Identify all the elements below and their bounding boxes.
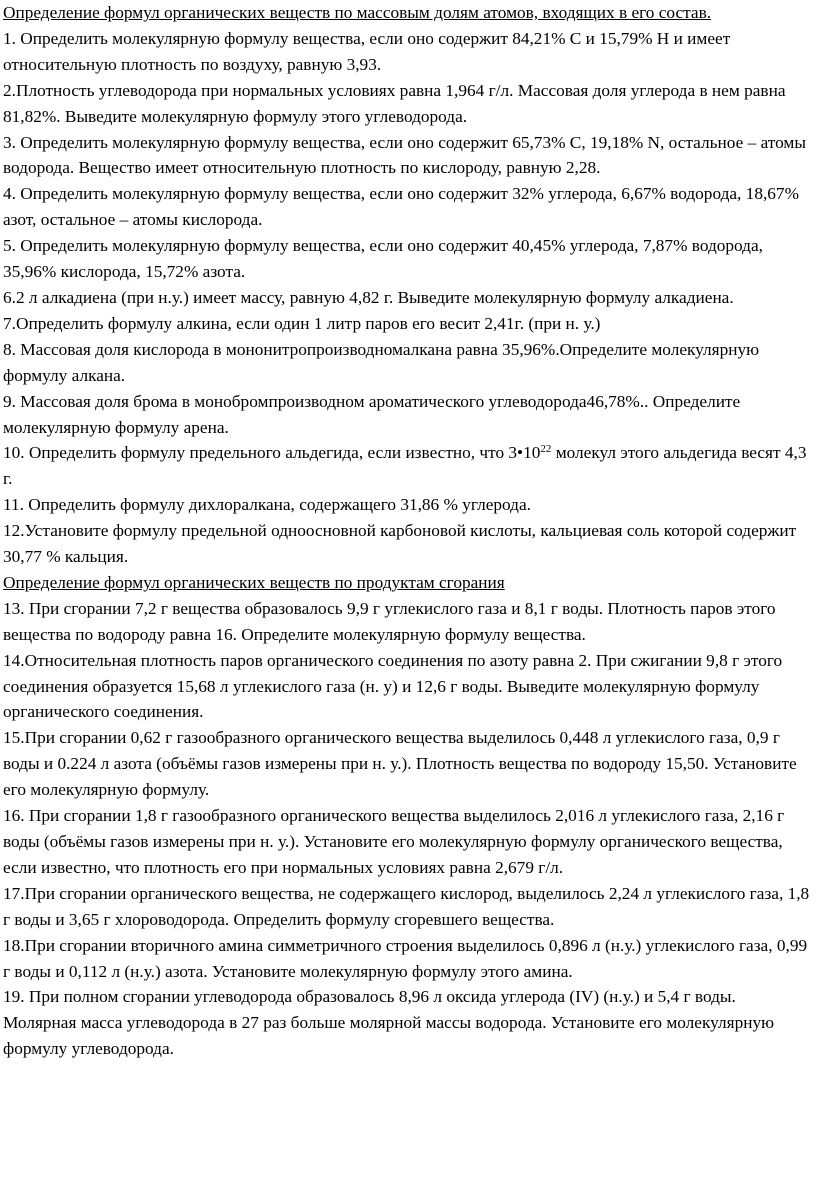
task-10-text-after: молекул этого альдегида весят 4,3 г. bbox=[3, 443, 807, 489]
task-18: 18.При сгорании вторичного амина симметричного строения выделилось 0,896 л (н.у.) углекислого газа, 0,99 г воды и 0,112 л (н.у.) азота. Установите молекулярную формулу этого амина. bbox=[3, 935, 808, 981]
task-10-exponent: 22 bbox=[540, 443, 552, 456]
task-12: 12.Установите формулу предельной одноосновной карбоновой кислоты, кальциевая соль которой содержит 30,77 % кальция. bbox=[3, 521, 797, 567]
section-heading-mass-fractions: Определение формул органических веществ по массовым долям атомов, входящих в его состав. bbox=[3, 3, 712, 22]
task-4: 4. Определить молекулярную формулу вещества, если оно содержит 32% углерода, 6,67% водорода, 18,67% азот, остальное – атомы кислорода. bbox=[3, 184, 799, 230]
task-14: 14.Относительная плотность паров органического соединения по азоту равна 2. При сжигании 9,8 г этого соединения образуется 15,68 л углекислого газа (н. у) и 12,6 г воды. Выведите молекулярную формулу органического соединения. bbox=[3, 650, 783, 722]
task-7: 7.Определить формулу алкина, если один 1 литр паров его весит 2,41г. (при н. у.) bbox=[3, 313, 601, 333]
task-9: 9. Массовая доля брома в монобромпроизводном ароматического углеводорода46,78%.. Определите молекулярную формулу арена. bbox=[3, 391, 741, 437]
task-1: 1. Определить молекулярную формулу вещества, если оно содержит 84,21% С и 15,79% Н и имеет относительную плотность по воздуху, равную 3,93. bbox=[3, 28, 731, 74]
task-3: 3. Определить молекулярную формулу вещества, если оно содержит 65,73% С, 19,18% N, остальное – атомы водорода. Вещество имеет относительную плотность по кислороду, равную 2,28. bbox=[3, 132, 806, 178]
task-15: 15.При сгорании 0,62 г газообразного органического вещества выделилось 0,448 л углекислого газа, 0,9 г воды и 0.224 л азота (объёмы газов измерены при н. у.). Плотность вещества по водороду 15,50. Установите его молекулярную формулу. bbox=[3, 728, 797, 800]
section-heading-combustion-products: Определение формул органических веществ по продуктам сгорания bbox=[3, 572, 505, 592]
task-13: 13. При сгорании 7,2 г вещества образовалось 9,9 г углекислого газа и 8,1 г воды. Плотность паров этого вещества по водороду равна 16. Определите молекулярную формулу вещества. bbox=[3, 598, 776, 644]
task-5: 5. Определить молекулярную формулу вещества, если оно содержит 40,45% углерода, 7,87% водорода, 35,96% кислорода, 15,72% азота. bbox=[3, 236, 763, 282]
task-6: 6.2 л алкадиена (при н.у.) имеет массу, равную 4,82 г. Выведите молекулярную формулу алкадиена. bbox=[3, 287, 734, 307]
task-10-text-before: 10. Определить формулу предельного альдегида, если известно, что 3•10 bbox=[3, 443, 541, 463]
task-2: 2.Плотность углеводорода при нормальных условиях равна 1,964 г/л. Массовая доля углерода в нем равна 81,82%. Выведите молекулярную формулу этого углеводорода. bbox=[3, 80, 786, 126]
task-19: 19. При полном сгорании углеводорода образовалось 8,96 л оксида углерода (IV) (н.у.) и 5,4 г воды. Молярная масса углеводорода в 27 раз больше молярной массы водорода. Установите его молекулярную формулу углеводорода. bbox=[3, 987, 775, 1059]
task-16: 16. При сгорании 1,8 г газообразного органического вещества выделилось 2,016 л углекислого газа, 2,16 г воды (объёмы газов измерены при н. у.). Установите его молекулярную формулу органического вещества, если известно, что плотность его при нормальных условиях равна 2,679 г/л. bbox=[3, 806, 785, 877]
task-11: 11. Определить формулу дихлоралкана, содержащего 31,86 % углерода. bbox=[3, 495, 531, 515]
task-17: 17.При сгорании органического вещества, не содержащего кислород, выделилось 2,24 л углекислого газа, 1,8 г воды и 3,65 г хлороводорода. Определить формулу сгоревшего вещества. bbox=[3, 883, 810, 929]
task-10 bbox=[3, 440, 810, 492]
task-8: 8. Массовая доля кислорода в мононитропроизводномалкана равна 35,96%.Определите молекулярную формулу алкана. bbox=[3, 339, 760, 385]
